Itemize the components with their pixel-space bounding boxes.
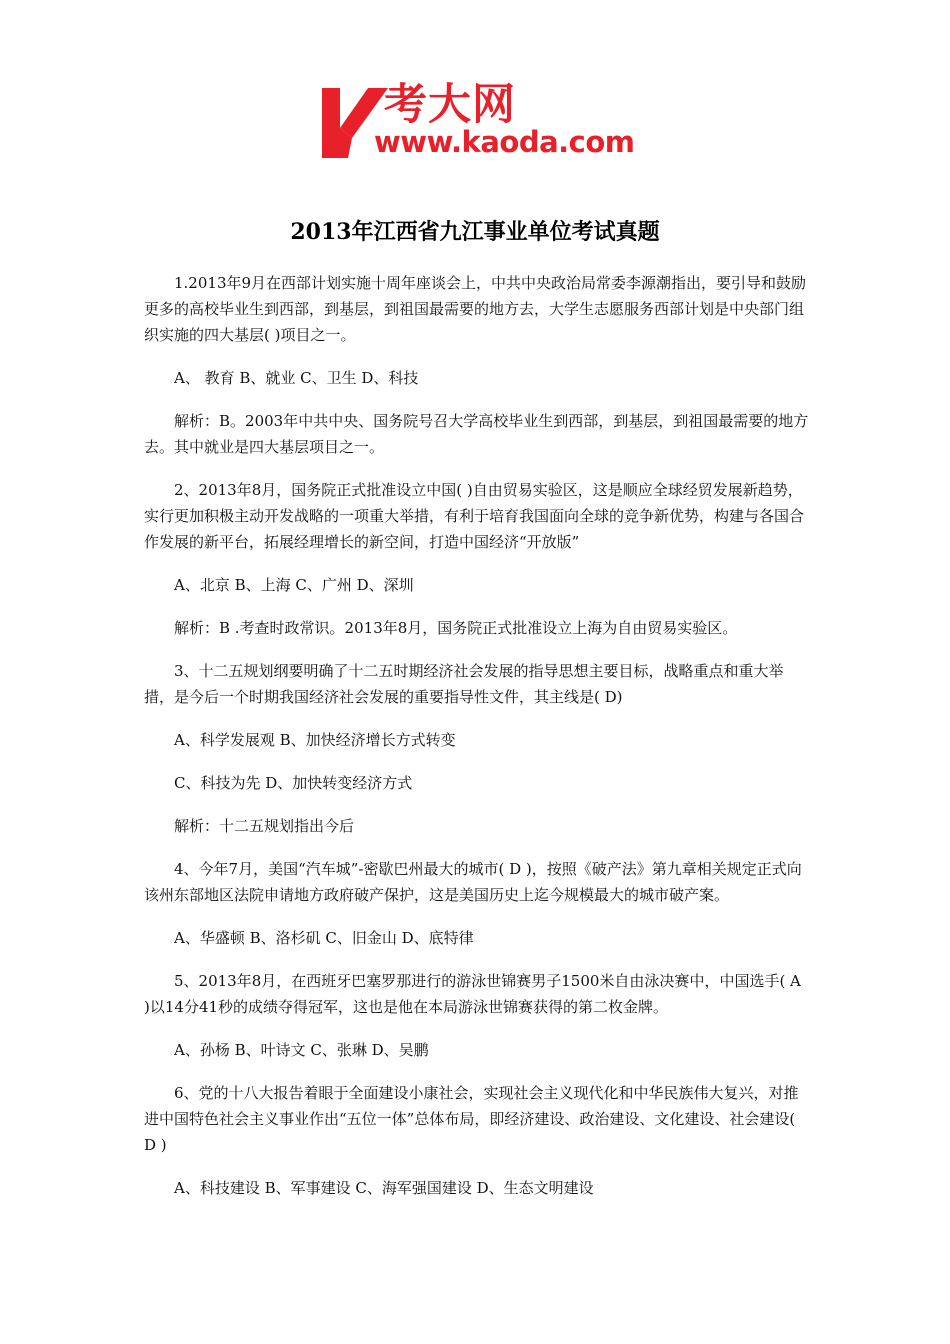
question-4: 4、今年7月，美国“汽车城”-密歇巴州最大的城市( D )，按照《破产法》第九章相关规定正式向该州东部地区法院申请地方政府破产保护，这是美国历史上迄今规模最大的城市破产案。 <box>144 860 802 904</box>
question-2-analysis: 解析：B .考查时政常识。2013年8月，国务院正式批准设立上海为自由贸易实验区。 <box>174 619 738 637</box>
kaoda-logo[interactable] <box>318 82 640 164</box>
question-4-options: A、华盛顿 B、洛杉矶 C、旧金山 D、底特律 <box>174 929 474 947</box>
question-6-options: A、科技建设 B、军事建设 C、海军强国建设 D、生态文明建设 <box>174 1179 594 1197</box>
question-1: 1.2013年9月在西部计划实施十周年座谈会上，中共中央政治局常委李源潮指出，要引导和鼓励更多的高校毕业生到西部，到基层，到祖国最需要的地方去，大学生志愿服务西部计划是中央部门组织实施的四大基层( )项目之一。 <box>144 274 807 344</box>
question-2-options: A、北京 B、上海 C、广州 D、深圳 <box>174 576 414 594</box>
question-2: 2、2013年8月，国务院正式批准设立中国( )自由贸易实验区，这是顺应全球经贸发展新趋势，实行更加积极主动开发战略的一项重大举措，有利于培育我国面向全球的竞争新优势，构建与各国合作发展的新平台，拓展经理增长的新空间，打造中国经济“开放版” <box>144 481 805 551</box>
question-1-analysis: 解析：B。2003年中共中央、国务院号召大学高校毕业生到西部，到基层，到祖国最需要的地方去。其中就业是四大基层项目之一。 <box>144 412 809 456</box>
logo-url: www.kaoda.com <box>374 125 635 159</box>
question-6: 6、党的十八大报告着眼于全面建设小康社会，实现社会主义现代化和中华民族伟大复兴，对推进中国特色社会主义事业作出“五位一体”总体布局，即经济建设、政治建设、文化建设、社会建设( D ) <box>144 1084 799 1154</box>
question-5-options: A、孙杨 B、叶诗文 C、张琳 D、吴鹏 <box>174 1041 429 1059</box>
question-5: 5、2013年8月，在西班牙巴塞罗那进行的游泳世锦赛男子1500米自由泳决赛中，中国选手( A )以14分41秒的成绩夺得冠军，这也是他在本局游泳世锦赛获得的第二枚金牌。 <box>144 972 801 1016</box>
page-title: 2013年江西省九江事业单位考试真题 <box>290 219 660 245</box>
question-3-analysis: 解析：十二五规划指出今后 <box>174 817 355 835</box>
question-3-options-cd: C、科技为先 D、加快转变经济方式 <box>174 774 413 792</box>
question-1-options: A、 教育 B、就业 C、卫生 D、科技 <box>174 369 419 387</box>
question-3: 3、十二五规划纲要明确了十二五时期经济社会发展的指导思想主要目标，战略重点和重大举措，是今后一个时期我国经济社会发展的重要指导性文件，其主线是( D) <box>144 662 784 706</box>
logo-brand-name: 考大网 <box>384 80 516 130</box>
question-3-options-ab: A、科学发展观 B、加快经济增长方式转变 <box>174 731 456 749</box>
document-body <box>144 270 809 1218</box>
